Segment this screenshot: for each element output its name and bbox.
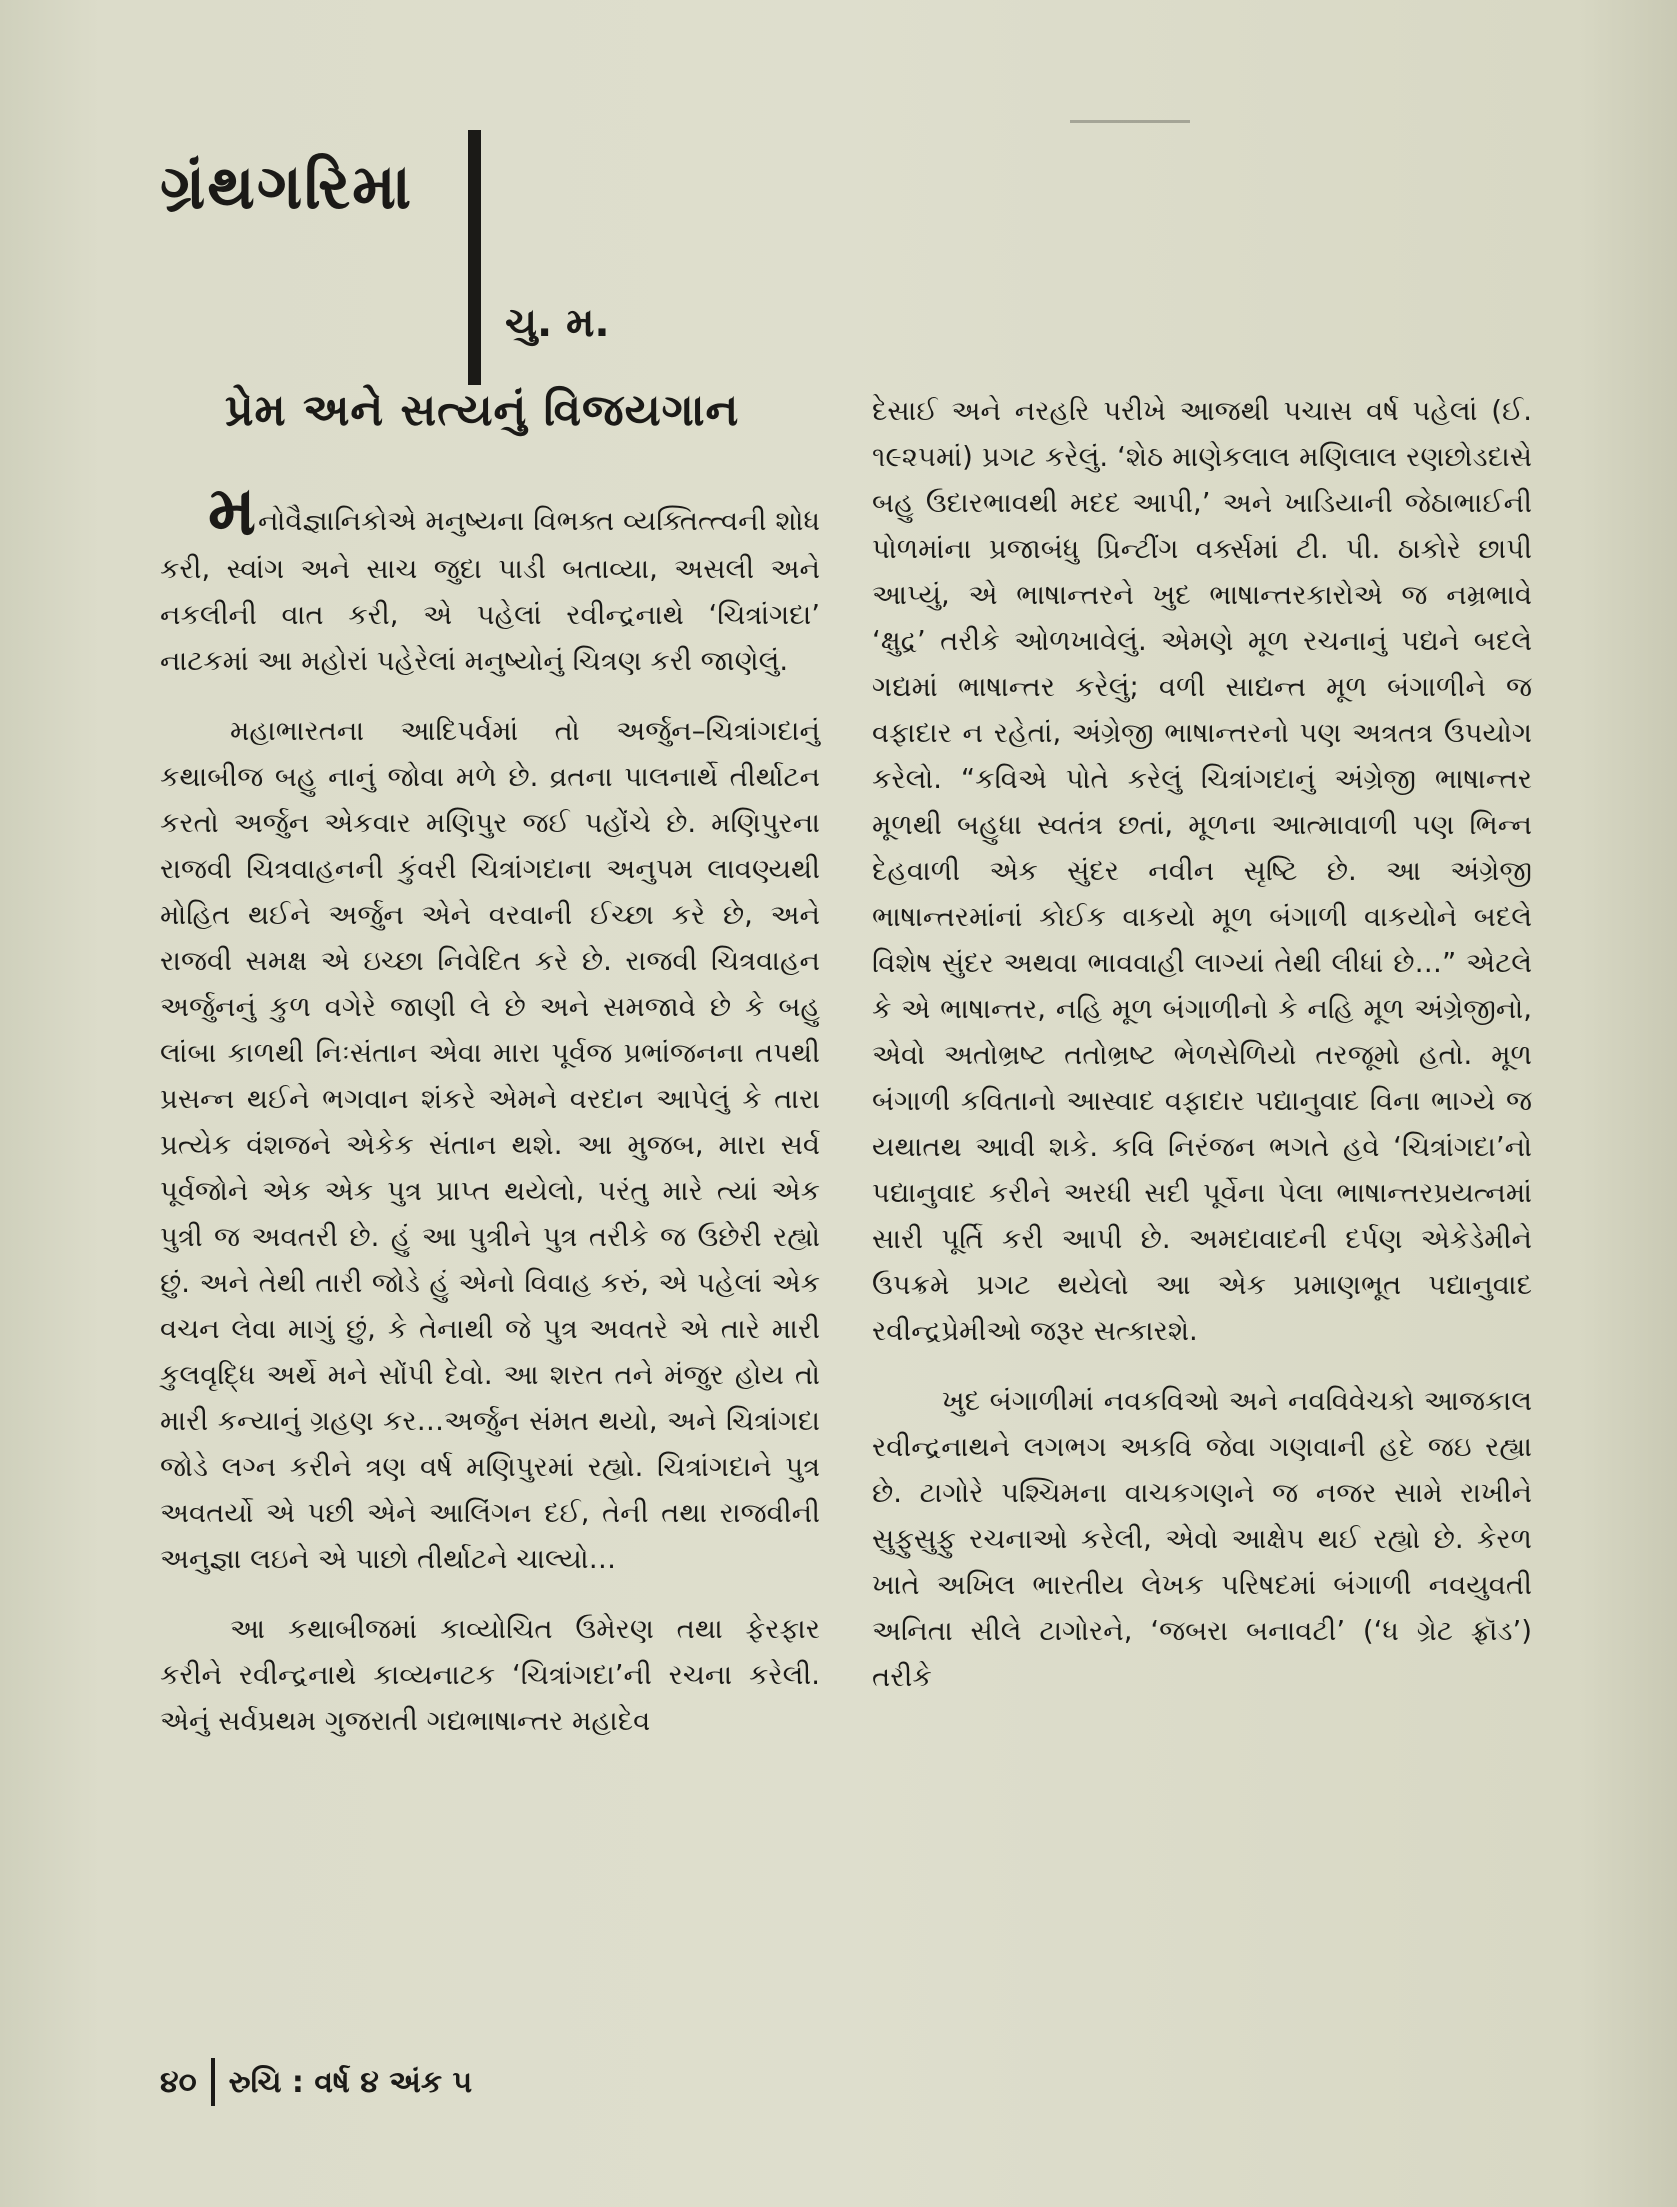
paragraph-1-text: નોવૈજ્ઞાનિકોએ મનુષ્યના વિભક્ત વ્યક્તિત્ત્વની શોધ કરી, સ્વાંગ અને સાચ જુદા પાડી બતાવ્યા, અસલી અને નકલીની વાત કરી, એ પહેલાં રવીન્દ્રનાથે ‘ચિત્રાંગદા’ નાટકમાં આ મહોરાં પહેરેલાં મનુષ્યોનું ચિત્રણ કરી જાણેલું. [160,505,820,677]
section-title: ગ્રંથગરિમા [160,150,414,223]
page-number: ૪૦ [160,2064,197,2100]
journal-issue: રુચિ : વર્ષ ૪ અંક ૫ [228,2064,473,2100]
paragraph-3: આ કથાબીજમાં કાવ્યોચિત ઉમેરણ તથા ફેરફાર કરીને રવીન્દ્રનાથે કાવ્યનાટક ‘ચિત્રાંગદા’ની રચના કરેલી. એનું સર્વપ્રથમ ગુજરાતી ગદ્યભાષાન્તર મહાદેવ [160,1613,820,1737]
drop-cap: મ [208,472,257,551]
paragraph-1 [160,472,820,684]
footer-divider [211,2058,215,2106]
author-initials: ચુ. મ. [505,300,610,346]
left-column [160,472,820,1744]
paragraph-2: મહાભારતના આદિપર્વમાં તો અર્જુન–ચિત્રાંગદાનું કથાબીજ બહુ નાનું જોવા મળે છે. વ્રતના પાલનાર્થે તીર્થાટન કરતો અર્જુન એકવાર મણિપુર જઈ પહોંચે છે. મણિપુરના રાજવી ચિત્રવાહનની કુંવરી ચિત્રાંગદાના અનુપમ લાવણ્યથી મોહિત થઈને અર્જુન એને વરવાની ઈચ્છા કરે છે, અને રાજવી સમક્ષ એ ઇચ્છા નિવેદિત કરે છે. રાજવી ચિત્રવાહન અર્જુનનું કુળ વગેરે જાણી લે છે અને સમજાવે છે કે બહુ લાંબા કાળથી નિઃસંતાન એવા મારા પૂર્વજ પ્રભાંજનના તપથી પ્રસન્ન થઈને ભગવાન શંકરે એમને વરદાન આપેલું કે તારા પ્રત્યેક વંશજને એકેક સંતાન થશે. આ મુજબ, મારા સર્વ પૂર્વજોને એક એક પુત્ર પ્રાપ્ત થયેલો, પરંતુ મારે ત્યાં એક પુત્રી જ અવતરી છે. હું આ પુત્રીને પુત્ર તરીકે જ ઉછેરી રહ્યો છું. અને તેથી તારી જોડે હું એનો વિવાહ કરું, એ પહેલાં એક વચન લેવા માગું છું, કે તેનાથી જે પુત્ર અવતરે એ તારે મારી કુલવૃદ્ધિ અર્થે મને સોંપી દેવો. આ શરત તને મંજુર હોય તો મારી કન્યાનું ગ્રહણ કર…અર્જુન સંમત થયો, અને ચિત્રાંગદા જોડે લગ્ન કરીને ત્રણ વર્ષ મણિપુરમાં રહ્યો. ચિત્રાંગદાને પુત્ર અવતર્યો એ પછી એને આલિંગન દઈ, તેની તથા રાજવીની અનુજ્ઞા લઇને એ પાછો તીર્થાટને ચાલ્યો… [160,715,820,1575]
page-footer [160,2058,472,2106]
paragraph-5: ખુદ બંગાળીમાં નવકવિઓ અને નવવિવેચકો આજકાલ રવીન્દ્રનાથને લગભગ અકવિ જેવા ગણવાની હદે જઇ રહ્યા છે. ટાગોરે પશ્ચિમના વાચકગણને જ નજર સામે રાખીને સુફુસુફુ રચનાઓ કરેલી, એવો આક્ષેપ થઈ રહ્યો છે. કેરળ ખાતે અખિલ ભારતીય લેખક પરિષદમાં બંગાળી નવયુવતી અનિતા સીલે ટાગોરને, ‘જબરા બનાવટી’ (‘ધ ગ્રેટ ફ્રૉડ’) તરીકે [872,1385,1532,1693]
section-divider [468,130,481,385]
right-column [872,388,1532,1700]
paragraph-4: દેસાઈ અને નરહરિ પરીખે આજથી પચાસ વર્ષ પહેલાં (ઈ. ૧૯૨૫માં) પ્રગટ કરેલું. ‘શેઠ માણેકલાલ મણિલાલ રણછોડદાસે બહુ ઉદારભાવથી મદદ આપી,’ અને ખાડિયાની જેઠાભાઈની પોળમાંના પ્રજાબંધુ પ્રિન્ટીંગ વર્ક્સમાં ટી. પી. ઠાકોરે છાપી આપ્યું, એ ભાષાન્તરને ખુદ ભાષાન્તરકારોએ જ નમ્રભાવે ‘ક્ષુદ્ર’ તરીકે ઓળખાવેલું. એમણે મૂળ રચનાનું પદ્યને બદલે ગદ્યમાં ભાષાન્તર કરેલું; વળી સાદ્યન્ત મૂળ બંગાળીને જ વફાદાર ન રહેતાં, અંગ્રેજી ભાષાન્તરનો પણ અત્રતત્ર ઉપયોગ કરેલો. “કવિએ પોતે કરેલું ચિત્રાંગદાનું અંગ્રેજી ભાષાન્તર મૂળથી બહુધા સ્વતંત્ર છતાં, મૂળના આત્માવાળી પણ ભિન્ન દેહવાળી એક સુંદર નવીન સૃષ્ટિ છે. આ અંગ્રેજી ભાષાન્તરમાંનાં કોઈક વાકયો મૂળ બંગાળી વાકયોને બદલે વિશેષ સુંદર અથવા ભાવવાહી લાગ્યાં તેથી લીધાં છે…” એટલે કે એ ભાષાન્તર, નહિ મૂળ બંગાળીનો કે નહિ મૂળ અંગ્રેજીનો, એવો અતોભ્રષ્ટ તતોભ્રષ્ટ ભેળસેળિયો તરજૂમો હતો. મૂળ બંગાળી કવિતાનો આસ્વાદ વફાદાર પદ્યાનુવાદ વિના ભાગ્યે જ યથાતથ આવી શકે. કવિ નિરંજન ભગતે હવે ‘ચિત્રાંગદા’નો પદ્યાનુવાદ કરીને અરધી સદી પૂર્વેના પેલા ભાષાન્તરપ્રયત્નમાં સારી પૂર્તિ કરી આપી છે. અમદાવાદની દર્પણ એકેડેમીને ઉપક્રમે પ્રગટ થયેલો આ એક પ્રમાણભૂત પદ્યાનુવાદ રવીન્દ્રપ્રેમીઓ જરૂર સત્કારશે. [872,395,1532,1347]
article-title: પ્રેમ અને સત્યનું વિજયગાન [225,385,740,436]
top-rule [1070,120,1190,123]
